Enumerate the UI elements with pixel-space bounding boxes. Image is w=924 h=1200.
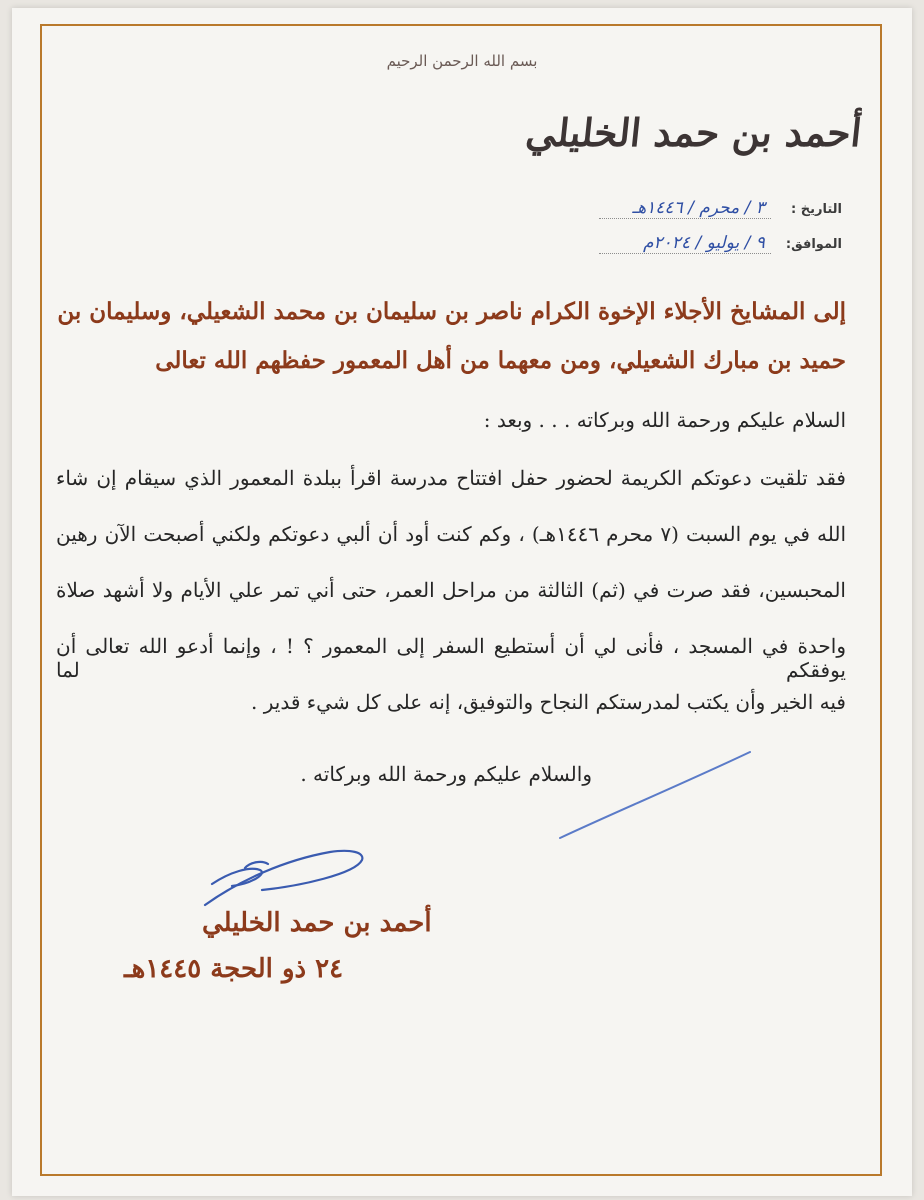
corresponding-value: ٩ / يوليو / ٢٠٢٤م (599, 233, 771, 254)
body-line-4: واحدة في المسجد ، فأنى لي أن أستطيع السفر إلى المعمور ؟ ! ، وإنما أدعو الله تعالى أن يوفقكم لما (56, 634, 846, 682)
date-label: التاريخ : (791, 202, 842, 217)
closing-salutation: والسلام عليكم ورحمة الله وبركاته . (300, 762, 592, 786)
signature-name: أحمد بن حمد الخليلي (202, 908, 432, 938)
recipients-line-2: حميد بن مبارك الشعيلي، ومن معهما من أهل المعمور حفظهم الله تعالى (155, 347, 846, 374)
body-line-5: فيه الخير وأن يكتب لمدرستكم النجاح والتوفيق، إنه على كل شيء قدير . (251, 690, 846, 714)
greeting: السلام عليكم ورحمة الله وبركاته . . . وبعد : (483, 408, 846, 432)
date-value: ٣ / محرم / ١٤٤٦هـ (599, 198, 771, 219)
basmala-header: بسم الله الرحمن الرحيم (386, 52, 538, 70)
date-row (599, 198, 842, 219)
recipients-line-1: إلى المشايخ الأجلاء الإخوة الكرام ناصر بن سليمان بن محمد الشعيلي، وسليمان بن (57, 298, 846, 325)
body-line-2: الله في يوم السبت (٧ محرم ١٤٤٦هـ) ، وكم كنت أود أن ألبي دعوتكم ولكني أصبحت الآن رهين (56, 522, 847, 546)
body-line-1: فقد تلقيت دعوتكم الكريمة لحضور حفل افتتاح مدرسة اقرأ ببلدة المعمور الذي سيقام إن شاء (56, 466, 846, 490)
corresponding-date-row (599, 233, 842, 254)
signature-date: ٢٤ ذو الحجة ١٤٤٥هـ (124, 954, 344, 984)
letterhead-name: أحمد بن حمد الخليلي (524, 110, 865, 155)
letter-page (12, 8, 912, 1196)
body-line-3: المحبسين، فقد صرت في (ثم) الثالثة من مراحل العمر، حتى أني تمر علي الأيام ولا أشهد صلاة (56, 578, 846, 602)
corresponding-label: الموافق: (785, 237, 842, 252)
